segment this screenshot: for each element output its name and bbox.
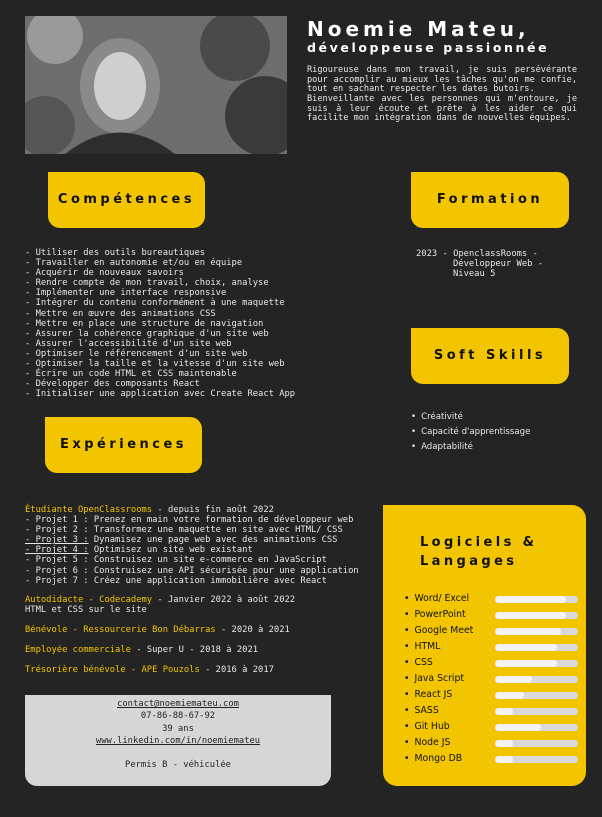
formation-line: Niveau 5 — [453, 269, 496, 279]
skill-level-bar — [495, 692, 578, 699]
skill-label: • HTML — [404, 642, 495, 653]
skill-row — [404, 689, 579, 701]
skill-label: • Java Script — [404, 674, 495, 685]
experience-date: - Janvier 2022 à août 2022 — [152, 595, 296, 605]
list-item: - Mettre en œuvre des animations CSS — [25, 308, 216, 319]
experience-ape — [25, 665, 274, 675]
list-item: - Utiliser des outils bureautiques — [25, 248, 206, 258]
skill-label: • CSS — [404, 658, 495, 669]
experience-super-u — [25, 645, 258, 655]
contact-box — [25, 695, 331, 786]
list-item: • Créativité — [411, 410, 530, 425]
skill-level-bar — [495, 756, 578, 763]
skill-level-fill — [495, 628, 561, 635]
experience-date: - depuis fin août 2022 — [152, 505, 274, 515]
skill-level-fill — [495, 708, 513, 715]
skill-level-bar — [495, 740, 578, 747]
age: 39 ans — [162, 723, 194, 734]
list-item: - Travailler en autonomie et/ou en équipe — [25, 258, 243, 269]
project-text: Transformez une maquette en site avec HTML/ CSS — [88, 525, 343, 536]
list-item: - Écrire un code HTML et CSS maintenable — [25, 369, 237, 380]
skill-row — [404, 593, 579, 605]
skill-level-bar — [495, 644, 578, 651]
experience-title: Bénévole - Ressourcerie Bon Débarras — [25, 625, 216, 635]
skill-level-fill — [495, 676, 532, 683]
project-text: Créez une application immobilière avec React — [88, 575, 327, 586]
list-item: - Initialiser une application avec Create React App — [25, 389, 296, 400]
list-item: - Assurer la cohérence graphique d'un site web — [25, 328, 269, 339]
experience-title: Étudiante OpenClassrooms — [25, 505, 153, 515]
portrait-photo — [25, 16, 287, 154]
project-label: - Projet 5 : — [25, 555, 89, 566]
project-line — [25, 525, 359, 535]
phone-number: 07-86-88-67-92 — [140, 711, 216, 722]
skill-level-bar — [495, 676, 578, 683]
email-link[interactable]: contact@noemiemateu.com — [117, 699, 239, 709]
software-panel — [383, 505, 586, 786]
skill-label: • React JS — [404, 690, 495, 701]
skill-level-fill — [495, 596, 566, 603]
project-label: - Projet 1 : — [25, 515, 89, 526]
skill-level-fill — [495, 612, 566, 619]
experience-heading — [25, 595, 295, 605]
skill-label: • Git Hub — [404, 722, 495, 733]
project-text: Prenez en main votre formation de développeur web — [88, 515, 354, 526]
skill-level-fill — [495, 756, 513, 763]
skill-level-bar — [495, 660, 578, 667]
skill-row — [404, 705, 579, 717]
project-line[interactable] — [25, 545, 359, 555]
section-title-logiciels — [420, 533, 537, 571]
list-item: - Mettre en place une structure de navigation — [25, 318, 264, 329]
experience-openclassrooms — [25, 505, 359, 586]
experience-date: - 2020 à 2021 — [215, 625, 290, 635]
experience-date: - Super U - 2018 à 2021 — [130, 645, 259, 655]
skill-label: • Mongo DB — [404, 754, 495, 765]
skill-level-fill — [495, 724, 541, 731]
project-link[interactable]: - Projet 4 : — [25, 545, 89, 556]
skill-level-fill — [495, 660, 557, 667]
formation-line: 2023 - OpenclassRooms - — [416, 249, 538, 259]
list-item: - Développer des composants React — [25, 379, 200, 390]
list-item: • Capacité d'apprentissage — [411, 425, 530, 440]
skill-level-bar — [495, 708, 578, 715]
list-item: - Rendre compte de mon travail, choix, analyse — [25, 278, 269, 289]
list-item: • Adaptabilité — [411, 440, 530, 455]
skill-label: • PowerPoint — [404, 610, 495, 621]
intro-paragraph: Rigoureuse dans mon travail, je suis persévérante pour accomplir au mieux les tâches qu'on me confie, tout en sachant respecter les dates butoirs. — [307, 65, 577, 95]
competences-list — [25, 248, 295, 399]
experience-title: Autodidacte - Codecademy — [25, 595, 153, 605]
list-item: - Optimiser la taille et la vitesse d'un site web — [25, 359, 285, 370]
project-label: - Projet 2 : — [25, 525, 89, 536]
skill-row — [404, 609, 579, 621]
project-text: Optimisez un site web existant — [88, 545, 253, 556]
skill-level-fill — [495, 644, 557, 651]
skill-row — [404, 753, 579, 765]
project-line — [25, 555, 359, 565]
experience-title: Employée commerciale — [25, 645, 131, 655]
skill-level-bar — [495, 724, 578, 731]
project-link[interactable]: - Projet 3 : — [25, 535, 89, 546]
skill-level-bar — [495, 628, 578, 635]
person-name: Noemie Mateu, — [307, 17, 530, 41]
experience-date: - 2016 à 2017 — [199, 665, 274, 675]
list-item: - Optimiser le référencement d'un site web — [25, 348, 248, 359]
list-item: - Implémenter une interface responsive — [25, 288, 227, 299]
skill-row — [404, 721, 579, 733]
title-line: Logiciels & — [420, 535, 538, 550]
section-title-soft-skills: Soft Skills — [411, 328, 569, 384]
driving-licence: Permis B - véhiculée — [125, 760, 231, 771]
formation-entry — [416, 249, 566, 279]
skill-label: • SASS — [404, 706, 495, 717]
intro-paragraph: Bienveillante avec les personnes qui m'entoure, je suis à leur écoute et prête à les aider ce qui facilite mon intégration dans de nouvelles équipes. — [307, 93, 577, 124]
skill-label: • Node JS — [404, 738, 495, 749]
title-line: Langages — [420, 554, 518, 569]
section-title-formation: Formation — [411, 172, 569, 228]
skill-level-bar — [495, 612, 578, 619]
skill-row — [404, 673, 579, 685]
skill-level-fill — [495, 692, 524, 699]
project-text: Construisez une API sécurisée pour une application — [88, 565, 359, 576]
skill-label: • Google Meet — [404, 626, 495, 637]
experience-ressourcerie — [25, 625, 290, 635]
list-item: - Assurer l'accessibilité d'un site web — [25, 338, 232, 349]
soft-skills-list — [411, 410, 530, 455]
experience-title: Trésorière bénévole - APE Pouzols — [25, 665, 200, 675]
skill-row — [404, 657, 579, 669]
linkedin-link[interactable]: www.linkedin.com/in/noemiemateu — [95, 735, 261, 746]
skill-level-fill — [495, 740, 513, 747]
section-title-experiences: Expériences — [45, 417, 202, 473]
skill-label: • Word/ Excel — [404, 594, 495, 605]
skill-row — [404, 737, 579, 749]
section-title-competences: Compétences — [48, 172, 205, 228]
skill-row — [404, 625, 579, 637]
list-item: - Intégrer du contenu conformément à une maquette — [25, 298, 285, 309]
skill-row — [404, 641, 579, 653]
job-title: développeuse passionnée — [307, 40, 550, 55]
list-item: - Acquérir de nouveaux savoirs — [25, 268, 184, 279]
project-line — [25, 566, 359, 576]
project-line[interactable] — [25, 535, 359, 545]
project-line — [25, 576, 359, 586]
project-label: - Projet 6 : — [25, 565, 89, 576]
project-text: Dynamisez une page web avec des animations CSS — [88, 535, 338, 546]
experience-detail: HTML et CSS sur le site — [25, 605, 147, 616]
experience-heading — [25, 505, 359, 515]
skill-level-bar — [495, 596, 578, 603]
spacer — [25, 747, 331, 759]
intro-text — [307, 66, 577, 124]
project-text: Construisez un site e-commerce en JavaScript — [88, 555, 327, 566]
experience-codecademy — [25, 595, 295, 615]
project-line — [25, 515, 359, 525]
formation-line: Développeur Web - — [453, 259, 544, 269]
project-label: - Projet 7 : — [25, 575, 89, 586]
